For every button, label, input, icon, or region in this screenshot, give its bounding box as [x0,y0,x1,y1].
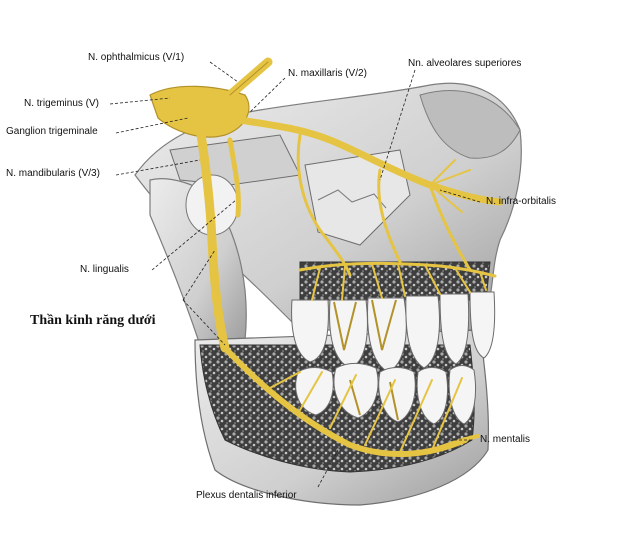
label-lingualis: N. lingualis [80,264,129,275]
label-mandibularis: N. mandibularis (V/3) [6,168,100,179]
label-than-kinh-rang-duoi: Thần kinh răng dưới [30,313,156,328]
label-ophthalmicus: N. ophthalmicus (V/1) [88,52,185,63]
label-alveolares: Nn. alveolares superiores [408,58,522,69]
label-ganglion: Ganglion trigeminale [6,126,98,137]
label-infraorbitalis: N. infra-orbitalis [486,196,557,207]
label-mentalis: N. mentalis [480,434,531,445]
label-plexus: Plexus dentalis inferior [196,490,297,501]
label-maxillaris: N. maxillaris (V/2) [288,68,367,79]
label-trigeminus: N. trigeminus (V) [24,98,100,109]
